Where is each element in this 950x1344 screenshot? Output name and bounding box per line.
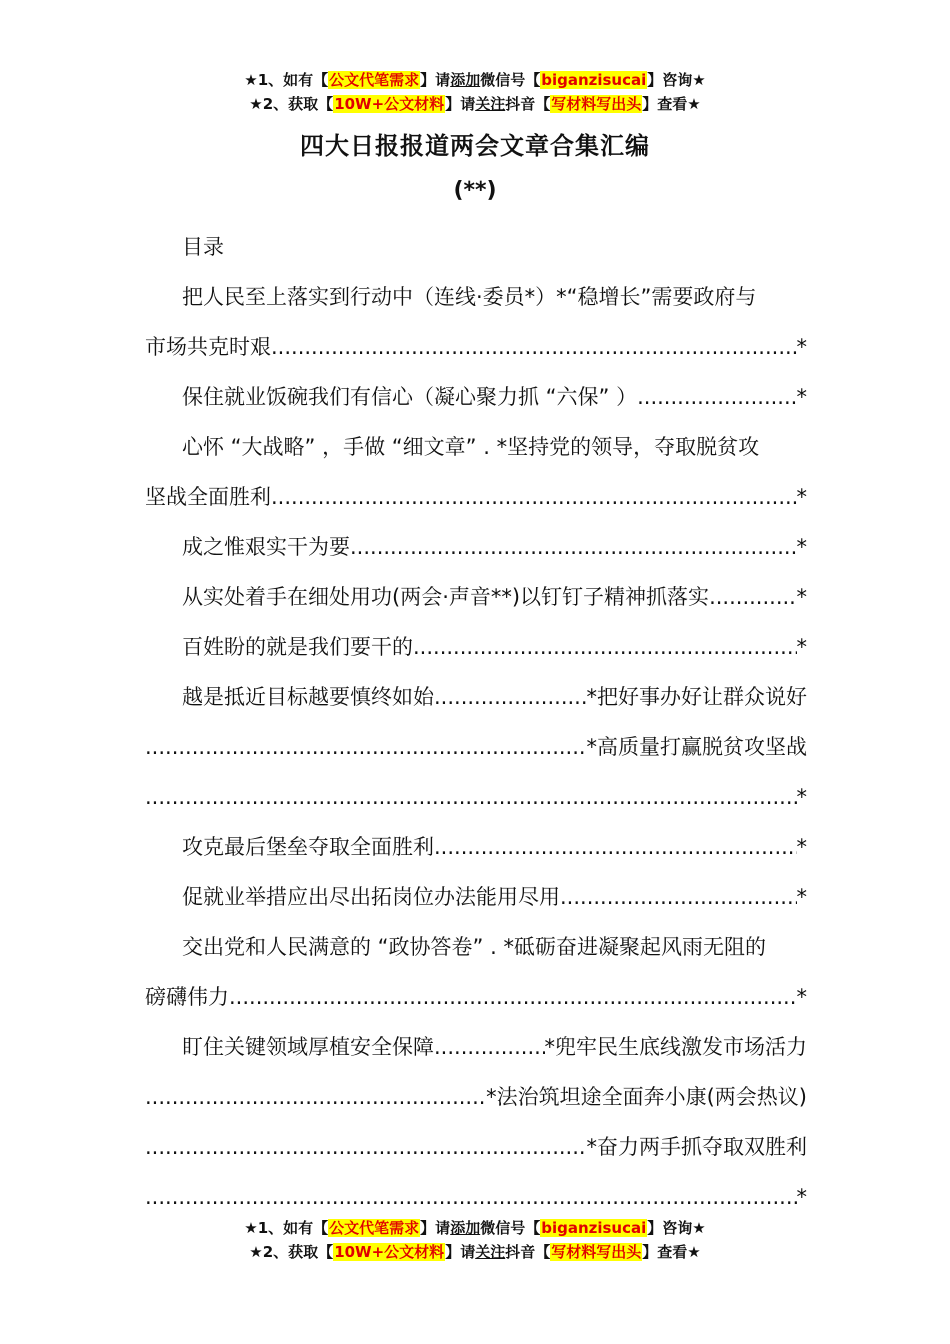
page-number: * bbox=[796, 385, 807, 409]
toc-entry bbox=[145, 1172, 807, 1222]
toc-entry bbox=[145, 772, 807, 822]
promo-underline: 关注 bbox=[475, 1243, 506, 1261]
leader-dots bbox=[434, 672, 587, 722]
promo-line-2 bbox=[0, 1240, 950, 1264]
toc-entry-text: 心怀 “大战略” ，手做 “细文章” . *坚持党的领导，夺取脱贫攻 bbox=[182, 435, 760, 459]
toc-entry bbox=[145, 972, 807, 1022]
table-of-contents bbox=[145, 222, 807, 1222]
toc-entry bbox=[145, 372, 807, 422]
promo-banner-bottom bbox=[0, 1216, 950, 1264]
page-number: * bbox=[796, 335, 807, 359]
leader-dots bbox=[145, 772, 797, 822]
toc-entry-text: 磅礴伟力 bbox=[145, 985, 229, 1009]
leader-dots bbox=[709, 572, 796, 622]
promo-highlight: 公文代笔需求 bbox=[329, 1219, 420, 1237]
toc-entry bbox=[145, 322, 807, 372]
page-number: * bbox=[796, 985, 807, 1009]
toc-entry-text: 百姓盼的就是我们要干的 bbox=[182, 635, 413, 659]
toc-entry-text: 把人民至上落实到行动中（连线·委员*）*“稳增长”需要政府与 bbox=[182, 285, 757, 309]
toc-entry bbox=[145, 572, 807, 622]
toc-entry-text: 从实处着手在细处用功(两会·声音**)以钉钉子精神抓落实 bbox=[182, 585, 710, 609]
promo-underline: 添加 bbox=[450, 71, 481, 89]
promo-text: ★2、获取【 bbox=[249, 95, 334, 113]
promo-text: ★2、获取【 bbox=[249, 1243, 334, 1261]
leader-dots bbox=[145, 1122, 587, 1172]
leader-dots bbox=[560, 872, 797, 922]
leader-dots bbox=[145, 1072, 486, 1122]
toc-entry bbox=[145, 272, 807, 322]
page-number: * bbox=[796, 885, 807, 909]
page-number: * bbox=[796, 835, 807, 859]
promo-text: 】查看★ bbox=[642, 1243, 701, 1261]
toc-entry bbox=[145, 622, 807, 672]
leader-dots bbox=[145, 1172, 797, 1222]
page-number: * bbox=[796, 1185, 807, 1209]
promo-text: 】查看★ bbox=[642, 95, 701, 113]
promo-text: 抖音【 bbox=[505, 95, 551, 113]
toc-entry bbox=[145, 1022, 807, 1072]
toc-entry-text: 市场共克时艰 bbox=[145, 335, 271, 359]
document-title: 四大日报报道两会文章合集汇编 bbox=[300, 132, 650, 160]
promo-highlight: 10W+公文材料 bbox=[334, 1243, 445, 1261]
toc-entry bbox=[145, 422, 807, 472]
leader-dots bbox=[413, 622, 797, 672]
promo-banner-top bbox=[0, 68, 950, 116]
promo-text: 抖音【 bbox=[505, 1243, 551, 1261]
promo-text: 】咨询★ bbox=[647, 71, 706, 89]
toc-heading: 目录 bbox=[182, 235, 224, 259]
promo-text: ★1、如有【 bbox=[244, 71, 329, 89]
toc-entry bbox=[145, 472, 807, 522]
toc-entry bbox=[145, 1122, 807, 1172]
page-number: * bbox=[796, 485, 807, 509]
leader-dots bbox=[350, 522, 797, 572]
promo-highlight: 10W+公文材料 bbox=[334, 95, 445, 113]
toc-entry-text: 越是抵近目标越要慎终如始 bbox=[182, 685, 434, 709]
promo-line-1 bbox=[0, 68, 950, 92]
promo-text: ★1、如有【 bbox=[244, 1219, 329, 1237]
toc-entry-text: *法治筑坦途全面奔小康(两会热议) bbox=[486, 1085, 807, 1109]
toc-entry bbox=[145, 822, 807, 872]
toc-entry-text: 成之惟艰实干为要 bbox=[182, 535, 350, 559]
leader-dots bbox=[434, 1022, 545, 1072]
toc-entry bbox=[145, 522, 807, 572]
promo-line-1 bbox=[0, 1216, 950, 1240]
toc-entry bbox=[145, 922, 807, 972]
page-number: * bbox=[796, 785, 807, 809]
page-number: * bbox=[796, 585, 807, 609]
toc-entry-text: *高质量打赢脱贫攻坚战 bbox=[586, 735, 807, 759]
toc-entry-text: 盯住关键领域厚植安全保障 bbox=[182, 1035, 434, 1059]
page-number: * bbox=[796, 635, 807, 659]
promo-text: 微信号【 bbox=[480, 1219, 541, 1237]
douyin-account: 写材料写出头 bbox=[551, 95, 642, 113]
promo-text: 】请 bbox=[420, 71, 451, 89]
toc-entry bbox=[145, 872, 807, 922]
toc-entry bbox=[145, 672, 807, 722]
leader-dots bbox=[434, 822, 797, 872]
wechat-id: biganzisucai bbox=[541, 1219, 647, 1237]
promo-underline: 添加 bbox=[450, 1219, 481, 1237]
promo-line-2 bbox=[0, 92, 950, 116]
leader-dots bbox=[271, 322, 797, 372]
promo-text: 】咨询★ bbox=[647, 1219, 706, 1237]
toc-entry-text: *兜牢民生底线激发市场活力 bbox=[544, 1035, 807, 1059]
promo-text: 】请 bbox=[445, 1243, 476, 1261]
toc-entry-text: 促就业举措应出尽出拓岗位办法能用尽用 bbox=[182, 885, 560, 909]
toc-entry bbox=[145, 722, 807, 772]
promo-highlight: 公文代笔需求 bbox=[329, 71, 420, 89]
toc-entry bbox=[145, 1072, 807, 1122]
promo-text: 微信号【 bbox=[480, 71, 541, 89]
promo-text: 】请 bbox=[445, 95, 476, 113]
toc-entry-text: 攻克最后堡垒夺取全面胜利 bbox=[182, 835, 434, 859]
document-subtitle: (**) bbox=[453, 178, 497, 203]
wechat-id: biganzisucai bbox=[541, 71, 647, 89]
leader-dots bbox=[229, 972, 797, 1022]
leader-dots bbox=[271, 472, 797, 522]
douyin-account: 写材料写出头 bbox=[551, 1243, 642, 1261]
promo-text: 】请 bbox=[420, 1219, 451, 1237]
promo-underline: 关注 bbox=[475, 95, 506, 113]
toc-entry-text: *奋力两手抓夺取双胜利 bbox=[586, 1135, 807, 1159]
leader-dots bbox=[145, 722, 587, 772]
toc-entry-text: 坚战全面胜利 bbox=[145, 485, 271, 509]
leader-dots bbox=[637, 372, 796, 422]
toc-entry-text: *把好事办好让群众说好 bbox=[586, 685, 807, 709]
page-number: * bbox=[796, 535, 807, 559]
toc-entry-text: 保住就业饭碗我们有信心（凝心聚力抓 “六保” ） bbox=[182, 385, 638, 409]
toc-entry-text: 交出党和人民满意的 “政协答卷” . *砥砺奋进凝聚起风雨无阻的 bbox=[182, 935, 766, 959]
